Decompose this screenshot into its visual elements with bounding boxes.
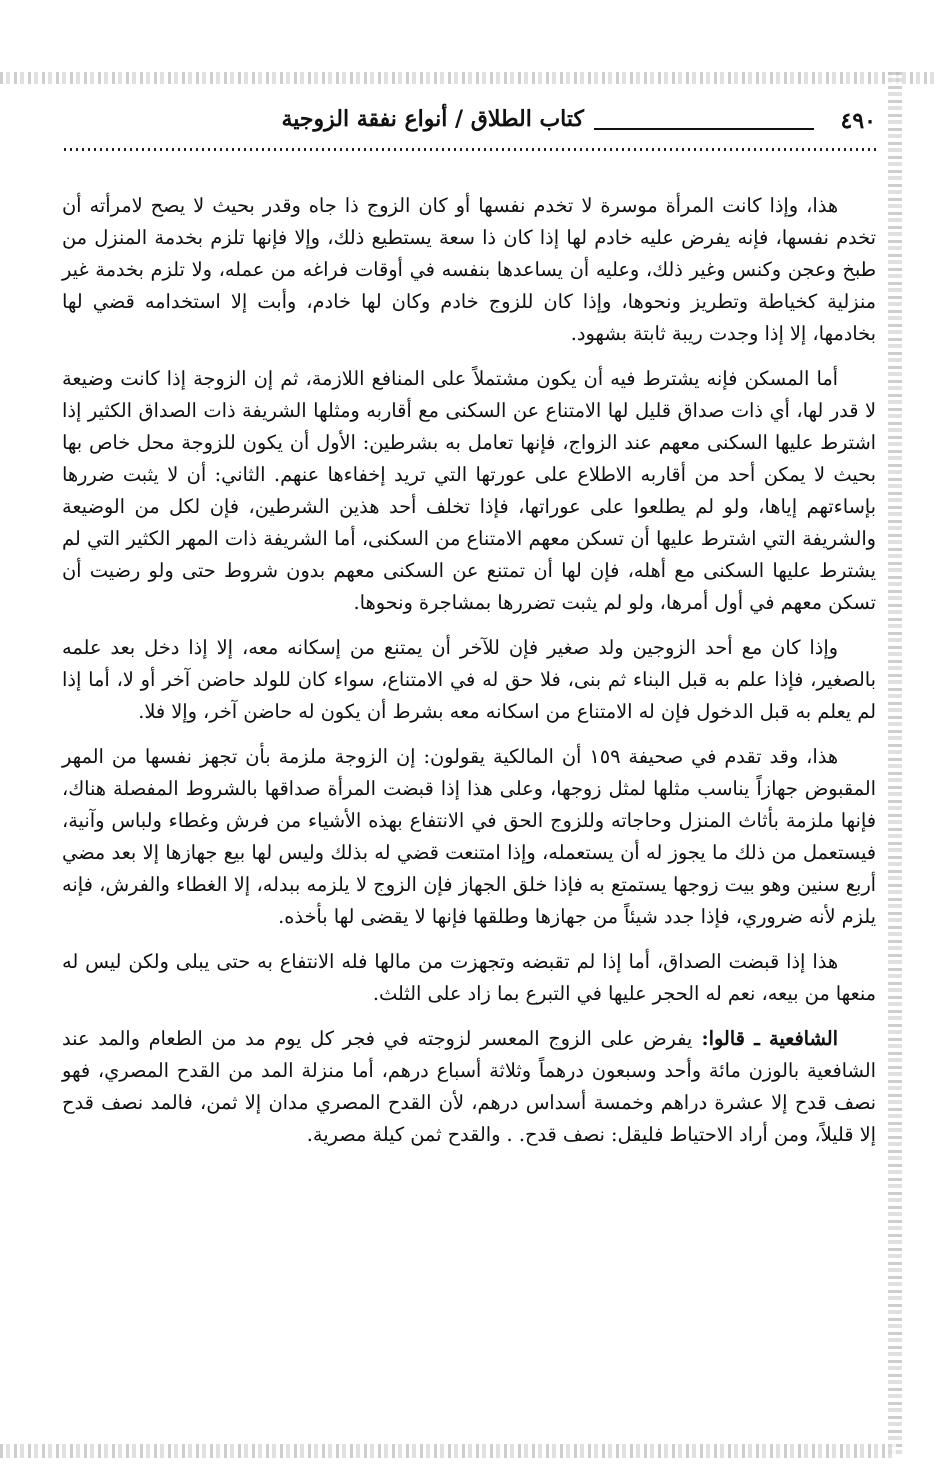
running-title: كتاب الطلاق / أنواع نفقة الزوجية: [281, 106, 584, 132]
shafii-heading: الشافعية ـ قالوا:: [692, 1027, 838, 1050]
header-rule: [594, 128, 814, 130]
ornamental-border-right: [888, 72, 902, 1458]
page-header: [60, 100, 876, 150]
paragraph-child: وإذا كان مع أحد الزوجين ولد صغير فإن للآخر أن يمتنع من إسكانه معه، إلا إذا دخل بعد علمه بالصغير، فإذا علم به قبل البناء ثم بنى، فلا حق له في الامتناع، سواء كان للولد حاضن آخر أو لا، أما إذا لم يعلم به قبل الدخول فإن له الامتناع من اسكانه معه بشرط أن يكون له حاضن آخر، وإلا فلا.: [62, 636, 876, 723]
paragraph-unpaid-dowry: هذا إذا قبضت الصداق، أما إذا لم تقبضه وتجهزت من مالها فله الانتفاع به حتى يبلى ولكن ليس له منعها من بيعه، نعم له الحجر عليها في التبرع بما زاد على الثلث.: [62, 950, 876, 1005]
page-body: [62, 190, 876, 1164]
shafii-text: يفرض على الزوج المعسر لزوجته في فجر كل يوم مد من الطعام والمد عند الشافعية بالوزن مائة وأحد وسبعون درهماً وثلاثة أسباع درهم، أما منزلة المد من القدح المصري، فهو نصف قدح إلا عشرة دراهم وخمسة أسداس درهم، لأن القدح المصري مدان إلا ثمن، فالمد نصف قدح إلا قليلاً، ومن أراد الاحتياط فليقل: نصف قدح. . والقدح ثمن كيلة مصرية.: [62, 1027, 876, 1146]
paragraph-dwelling: أما المسكن فإنه يشترط فيه أن يكون مشتملاً على المنافع اللازمة، ثم إن الزوجة إذا كانت وضيعة لا قدر لها، أي ذات صداق قليل لها الامتناع عن السكنى مع أقاربه ومثلها الشريفة ذات الصداق الكثير إذا اشترط عليها السكنى معهم عند الزواج، فإنها تعامل به بشرطين: الأول أن يكون للزوجة محل خاص بها بحيث لا يمكن أحد من أقاربه الاطلاع على عورتها التي تريد إخفاءها عنهم. الثاني: أن لا يثبت ضررها بإساءتهم إياها، ولو لم يطلعوا على عوراتها، فإذا تخلف أحد هذين الشرطين، فإن لكل من الوضيعة والشريفة التي اشترط عليها أن تسكن معهم الامتناع من السكنى، أما الشريفة ذات المهر الكثير التي لم يشترط عليها السكنى مع أهله، فإن لها أن تمتنع عن السكنى معهم بدون شروط حتى ولو رضيت أن تسكن معهم في أول أمرها، ولو لم يثبت تضررها بمشاجرة ونحوها.: [62, 367, 876, 614]
page-number: ٤٩٠: [840, 108, 876, 134]
ornamental-border-top: [0, 72, 938, 84]
paragraph-maliki-trousseau: هذا، وقد تقدم في صحيفة ١٥٩ أن المالكية يقولون: إن الزوجة ملزمة بأن تجهز نفسها من المهر المقبوض جهازاً يناسب مثلها لمثل زوجها، وعلى هذا إذا قبضت المرأة صداقها بالشروط المفصلة هناك، فإنها ملزمة بأثاث المنزل وحاجاته وللزوج الحق في الانتفاع بهذه الأشياء من فرش وغطاء ولباس وآنية، فيستعمل من ذلك ما يجوز له أن يستعمله، وإذا امتنعت قضي له بذلك وليس لها بيع جهازها إلا بعد مضي أربع سنين وهو بيت زوجها يستمتع به فإذا خلق الجهاز فإن الزوج لا يلزمه ببدله، إلا الغطاء والفرش، فإنه يلزم لأنه ضروري، فإذا جدد شيئاً من جهازها وطلقها فإنها لا يقضى لها بأخذه.: [62, 745, 876, 928]
paragraph-servant: هذا، وإذا كانت المرأة موسرة لا تخدم نفسها أو كان الزوج ذا جاه وقدر بحيث لا يصح لامرأته أن تخدم نفسها، فإنه يفرض عليه خادم لها إذا كان ذا سعة يستطيع ذلك، وإلا فإنها تلزم بخدمة المنزل من طبخ وعجن وكنس وغير ذلك، وعليه أن يساعدها بنفسه في أوقات فراغه من عمله، ولا تلزم بخدمة غير منزلية كخياطة وتطريز ونحوها، وإذا كان للزوج خادم وكان لها خادم، وأبت إلا استخدامه قضي لها بخادمها، إلا إذا وجدت ريبة ثابتة بشهود.: [62, 194, 876, 345]
ornamental-border-bottom: [0, 1444, 896, 1458]
paragraph-shafii: [62, 1023, 876, 1151]
header-dotted-divider: [60, 148, 876, 151]
